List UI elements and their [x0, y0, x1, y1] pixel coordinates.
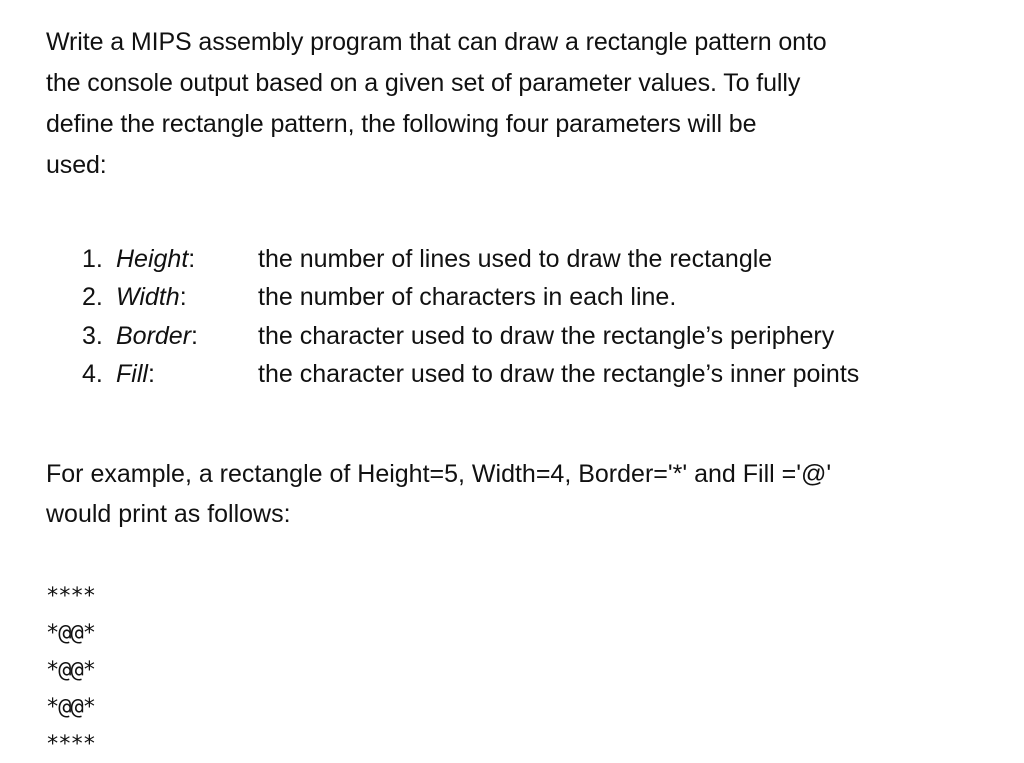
- intro-paragraph: [46, 22, 1006, 186]
- parameter-colon: :: [179, 283, 187, 312]
- parameter-list: [82, 240, 1006, 394]
- parameter-name: [116, 322, 258, 351]
- parameter-colon: :: [191, 321, 198, 350]
- intro-line: Write a MIPS assembly program that can draw a rectangle pattern onto: [46, 28, 827, 56]
- intro-line: used:: [46, 151, 107, 179]
- parameter-colon: :: [188, 244, 196, 273]
- parameter-colon: :: [147, 360, 155, 389]
- example-line: For example, a rectangle of Height=5, Width=4, Border='*' and Fill ='@': [46, 460, 832, 488]
- pattern-line: *@@*: [46, 658, 95, 683]
- parameter-number: 1.: [82, 244, 103, 273]
- parameter-item-height: [82, 240, 1006, 279]
- pattern-line: ****: [46, 584, 95, 609]
- parameter-item-width: [82, 279, 1006, 318]
- parameter-description: the number of characters in each line.: [258, 283, 677, 312]
- intro-line: define the rectangle pattern, the following four parameters will be: [46, 110, 757, 138]
- parameter-name: [116, 360, 258, 389]
- pattern-line: *@@*: [46, 695, 95, 720]
- parameter-name: [116, 283, 258, 312]
- parameter-number: 3.: [82, 321, 103, 350]
- parameter-name-text: Border: [116, 321, 192, 350]
- parameter-name: [116, 245, 258, 274]
- parameter-name-text: Fill: [116, 360, 148, 389]
- rectangle-pattern: [46, 578, 1006, 763]
- parameter-item-border: [82, 317, 1006, 356]
- parameter-description: the character used to draw the rectangle’s periphery: [258, 321, 835, 350]
- intro-line: the console output based on a given set of parameter values. To fully: [46, 69, 801, 97]
- example-paragraph: [46, 454, 1006, 534]
- document-page: [46, 22, 1006, 763]
- parameter-description: the number of lines used to draw the rectangle: [258, 244, 773, 273]
- example-line: would print as follows:: [46, 500, 291, 528]
- parameter-item-fill: [82, 356, 1006, 395]
- parameter-name-text: Height: [116, 244, 189, 273]
- parameter-number: 2.: [82, 283, 103, 312]
- parameter-name-text: Width: [116, 283, 180, 312]
- parameter-description: the character used to draw the rectangle’s inner points: [258, 360, 860, 389]
- parameter-number: 4.: [82, 360, 103, 389]
- pattern-line: ****: [46, 732, 95, 757]
- pattern-line: *@@*: [46, 621, 95, 646]
